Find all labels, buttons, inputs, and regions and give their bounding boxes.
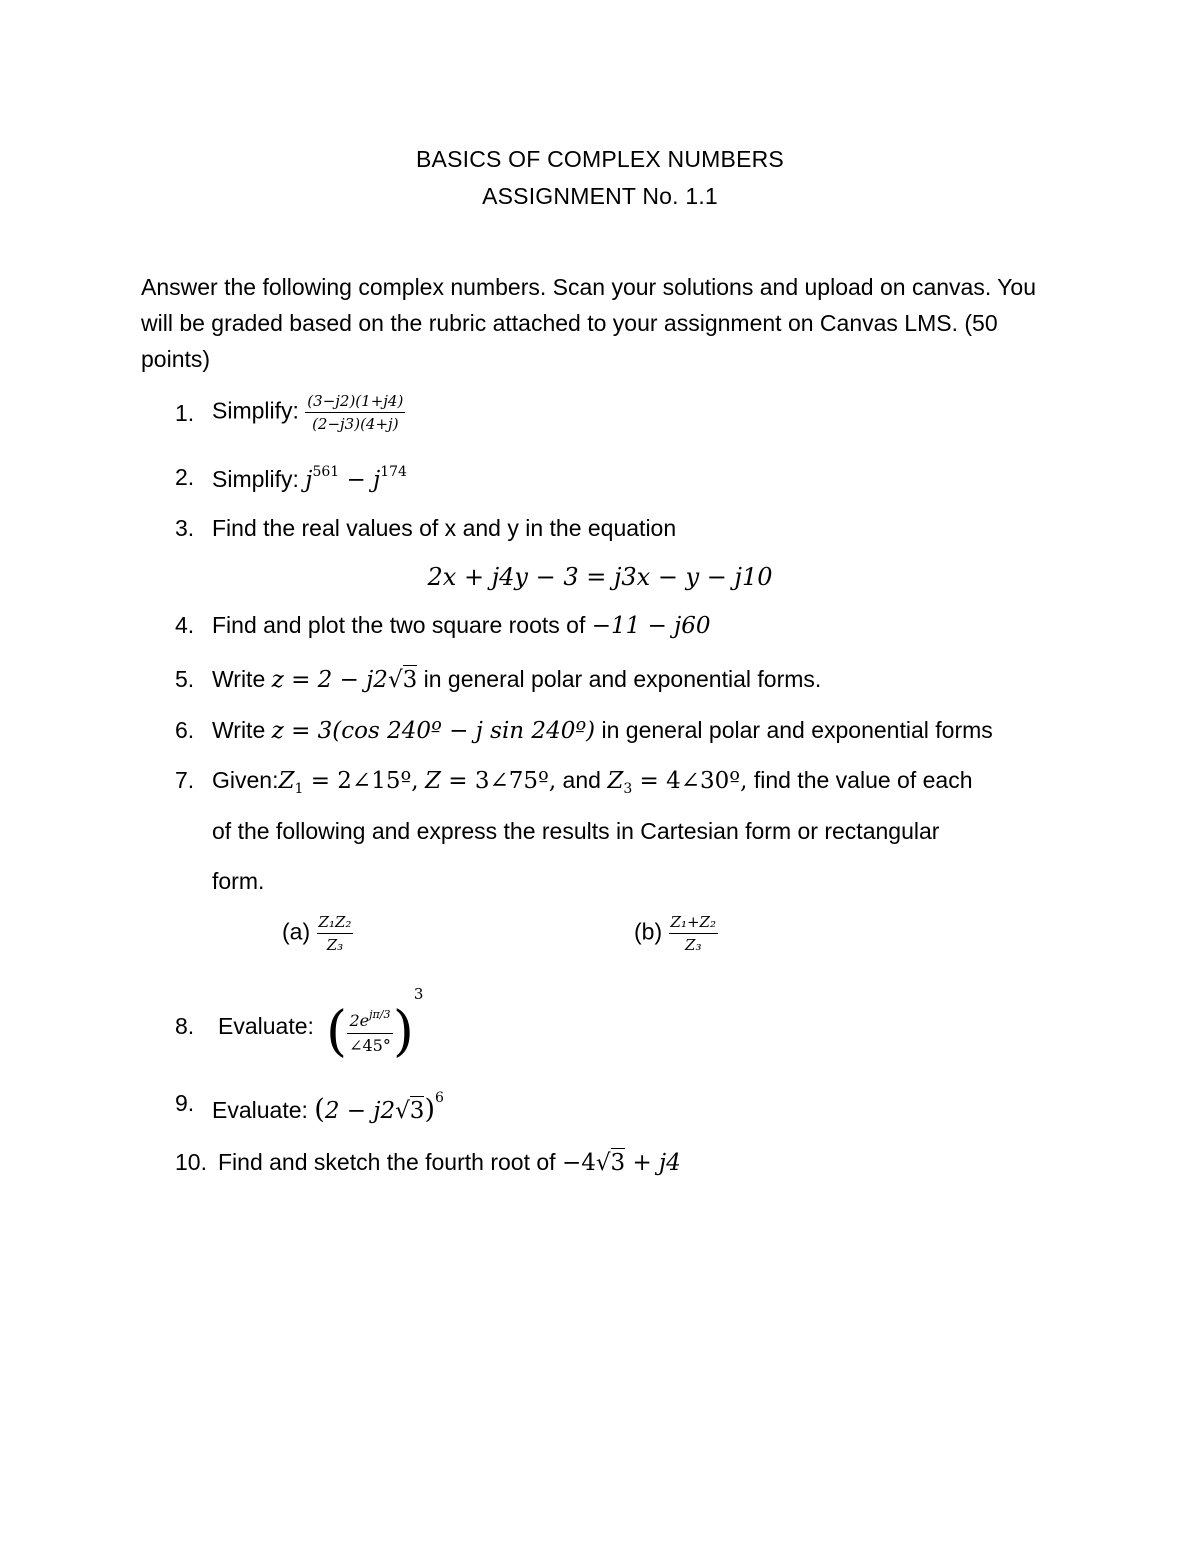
part-a xyxy=(282,913,353,954)
z2-value: = 3∠75º, xyxy=(440,768,557,794)
question-number: 7. xyxy=(175,767,195,793)
question-text: in general polar and exponential forms. xyxy=(417,666,822,692)
z1-symbol: Z xyxy=(278,768,295,794)
denominator: ∠45° xyxy=(349,1036,391,1056)
fraction xyxy=(305,392,405,433)
right-paren: ) xyxy=(392,999,414,1063)
question-label: Evaluate: xyxy=(212,1097,308,1123)
exponent: 174 xyxy=(380,464,407,480)
part-b xyxy=(634,913,718,954)
subscript: 1 xyxy=(294,781,304,797)
outer-exponent: 6 xyxy=(434,1090,444,1106)
question-text: Write xyxy=(212,666,266,692)
question-number: 1. xyxy=(175,400,195,426)
question-label: Evaluate: xyxy=(218,1013,314,1039)
z3-symbol: Z xyxy=(607,768,624,794)
power-base: j xyxy=(373,467,381,493)
operator: − xyxy=(339,467,374,493)
question-text: Find and plot the two square roots of xyxy=(212,612,586,638)
question-number: 9. xyxy=(175,1090,195,1116)
sqrt-sign: √ xyxy=(395,1098,410,1124)
instructions-paragraph: Answer the following complex numbers. Scan your solutions and upload on canvas. You will be graded based on the rubric attached to your assignment on Canvas LMS. (50 points) xyxy=(141,274,1036,372)
z3-value: = 4∠30º, xyxy=(632,768,748,794)
z2-symbol: Z xyxy=(424,768,441,794)
radicand: 3 xyxy=(409,1098,425,1124)
question-number: 6. xyxy=(175,717,195,743)
question-number: 4. xyxy=(175,612,195,638)
outer-exponent: 3 xyxy=(413,985,424,1003)
z1-value: = 2∠15º, xyxy=(303,768,419,794)
sqrt-sign: √ xyxy=(595,1150,611,1176)
radicand: 3 xyxy=(402,667,418,693)
question-text: find the value of each xyxy=(747,767,973,793)
question-number: 3. xyxy=(175,515,195,541)
denominator: Z₃ xyxy=(326,936,344,954)
numerator: (3−j2)(1+j4) xyxy=(305,392,405,413)
question-number: 8. xyxy=(175,1013,195,1039)
question-text: Write xyxy=(212,717,266,743)
left-paren: ( xyxy=(326,999,348,1063)
fraction xyxy=(317,913,354,954)
left-paren: ( xyxy=(314,1094,325,1125)
question-text: Given: xyxy=(212,767,279,793)
question-number: 5. xyxy=(175,666,195,692)
equation: 2x + j4y − 3 = j3x − y − j10 xyxy=(427,563,773,591)
numerator: Z₁Z₂ xyxy=(317,913,354,934)
exponent: jπ/3 xyxy=(369,1008,391,1022)
expression: −11 − j60 xyxy=(591,613,711,639)
fraction xyxy=(669,913,718,954)
document-title: BASICS OF COMPLEX NUMBERS xyxy=(416,146,784,172)
question-text: Find and sketch the fourth root of xyxy=(218,1149,556,1175)
expression: z = 2 − j2 xyxy=(271,667,388,693)
expression: −4 xyxy=(561,1150,596,1176)
question-number: 10. xyxy=(175,1149,207,1175)
sqrt-sign: √ xyxy=(387,667,403,693)
part-label: (a) xyxy=(282,918,311,945)
right-paren: ) xyxy=(424,1094,435,1125)
numerator: Z₁+Z₂ xyxy=(669,913,718,934)
expression: z = 3(cos 240º − j sin 240º) xyxy=(271,718,596,744)
denominator: Z₃ xyxy=(685,936,702,954)
question-text: Find the real values of x and y in the equation xyxy=(212,515,677,541)
question-text: form. xyxy=(212,868,265,894)
question-text: and xyxy=(556,767,608,793)
question-number: 2. xyxy=(175,464,195,490)
part-label: (b) xyxy=(634,918,663,945)
power-base: j xyxy=(305,467,313,493)
question-text: in general polar and exponential forms xyxy=(595,717,993,743)
numerator: 2e xyxy=(349,1011,370,1031)
expression: + j4 xyxy=(625,1150,681,1176)
assignment-number: ASSIGNMENT No. 1.1 xyxy=(482,183,718,209)
subscript: 3 xyxy=(623,781,633,797)
exponent: 561 xyxy=(312,464,340,480)
radicand: 3 xyxy=(610,1150,626,1176)
fraction xyxy=(347,1005,393,1056)
question-label: Simplify: xyxy=(212,397,299,424)
denominator: (2−j3)(4+j) xyxy=(312,415,399,433)
question-label: Simplify: xyxy=(212,466,299,492)
expression: 2 − j2 xyxy=(324,1098,396,1124)
question-text: of the following and express the results in Cartesian form or rectangular xyxy=(212,818,940,844)
